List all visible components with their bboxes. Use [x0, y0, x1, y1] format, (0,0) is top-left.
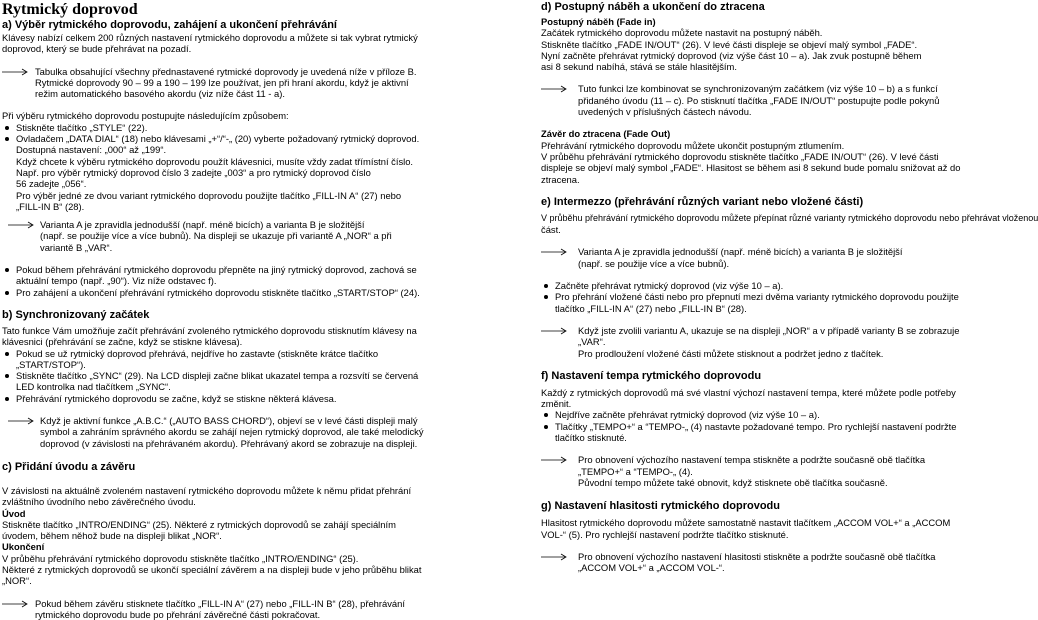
text-line: „VAR“.	[578, 336, 606, 348]
list-item	[2, 370, 432, 393]
text-line: LED kontrolka nad tlačítkem „SYNC“.	[16, 381, 171, 393]
text-line: Začněte přehrávat rytmický doprovod (viz výše 10 – a).	[555, 280, 784, 292]
section-d-heading: d) Postupný náběh a ukončení do ztracena	[541, 1, 765, 13]
section-a-steps-intro: Při výběru rytmického doprovodu postupujte následujícím způsobem:	[2, 110, 289, 122]
text-line: Stiskněte tlačítko „STYLE“ (22).	[16, 121, 148, 133]
text-line: Např. pro výběr rytmický doprovod číslo 3 zadejte „003“ a pro rytmický doprovod číslo	[16, 166, 371, 178]
text-line: V průběhu přehrávání rytmického doprovodu stiskněte tlačítko „FADE IN/OUT“ (26). V levé části	[541, 150, 939, 162]
text-line: Pro prodloužení vložené části můžete stisknout a podržet jedno z tlačítek.	[578, 347, 884, 359]
text-line: Některé z rytmických doprovodů se ukončí speciální závěrem a na displeji bude v jeho průběhu blikat	[2, 563, 422, 575]
right-column	[541, 0, 1038, 574]
text-line: VOL-“ (5). Pro rychlejší nastavení podržte tlačítko stisknuté.	[541, 528, 789, 540]
text-line: Stiskněte tlačítko „INTRO/ENDING“ (25). Některé z rytmických doprovodů se zahájí speciálním	[2, 518, 396, 530]
text-line: zvláštního úvodního nebo závěrečného úvodu.	[2, 496, 196, 508]
text-line: Tuto funkci lze kombinovat se synchronizovaným začátkem (viz výše 10 – b) a s funkcí	[578, 83, 938, 95]
text-line: Ovladačem „DATA DIAL“ (18) nebo klávesami „+“/“-„ (20) vyberte požadovaný rytmický doprovod.	[16, 133, 420, 145]
text-line: uvedených v příslušných částech návodu.	[578, 106, 752, 118]
text-line: asi 8 sekund nabíhá, stává se stále hlasitějším.	[541, 61, 737, 73]
arrow-icon	[2, 68, 28, 76]
variant-note	[2, 219, 432, 253]
text-line: klávesnici (přehrávání se začne, když se stiskne klávesa).	[2, 336, 243, 348]
arrow-icon	[541, 456, 567, 464]
list-item	[2, 122, 432, 133]
list-item	[2, 264, 432, 287]
text-line: úvodem, během něhož bude na displeji blikat „NOR“.	[2, 530, 222, 542]
text-line: Pokud během přehrávání rytmického doprovodu přepněte na jiný rytmický doprovod, zachová se	[16, 264, 417, 276]
text-line: Pokud během závěru stisknete tlačítko „FILL-IN A“ (27) nebo „FILL-IN B“ (28), přehrávání	[35, 597, 405, 609]
text-line: doprovod, který se bude přehrávat na pozadí.	[2, 43, 192, 55]
fade-out-text	[541, 139, 961, 185]
text-line: Pro výběr jedné ze dvou variant rytmického doprovodu použijte tlačítko „FILL-IN A“ (27) nebo	[16, 189, 402, 201]
text-line: Tlačítky „TEMPO+“ a “TEMPO-„ (4) nastavte požadované tempo. Pro rychlejší nastavení podržte	[555, 420, 957, 432]
fill-in-note	[2, 598, 432, 620]
text-line: Začátek rytmického doprovodu můžete nastavit na postupný náběh.	[541, 27, 823, 39]
text-line: Dostupná nastavení: „000“ až „199“.	[16, 144, 167, 156]
text-line: Varianta A je zpravidla jednodušší (např. méně bicích) a varianta B je složitější	[578, 246, 903, 258]
text-line: Nejdříve začněte přehrávat rytmický doprovod (viz výše 10 – a).	[555, 409, 820, 421]
text-line: Rytmické doprovody 90 – 99 a 190 – 199 lze používat, jen při hraní akordu, když je aktivní	[35, 76, 409, 88]
section-g-heading: g) Nastavení hlasitosti rytmického doprovodu	[541, 500, 780, 513]
arrow-icon	[541, 85, 567, 93]
text-line: Pro zahájení a ukončení přehrávání rytmického doprovodu stiskněte tlačítko „START/STOP“ (24).	[16, 286, 420, 298]
arrow-icon	[541, 248, 567, 256]
arrow-icon	[541, 327, 567, 335]
section-g-intro	[541, 517, 957, 540]
text-line: Stiskněte tlačítko „FADE IN/OUT“ (26). V levé části displeje se objeví malý symbol „FADE“.	[541, 38, 918, 50]
text-line: Nyní začněte přehrávat rytmický doprovod (viz výše část 10 – a). Jak zvuk postupně během	[541, 49, 922, 61]
uvod-text	[2, 519, 432, 542]
text-line: tlačítko „FILL-IN A“ (27) nebo „FILL-IN B“ (28).	[555, 302, 747, 314]
page-title: Rytmický doprovod	[2, 1, 138, 18]
text-line: „NOR“.	[2, 575, 32, 587]
text-line: změnit.	[541, 398, 572, 410]
ukonceni-label: Ukončení	[2, 541, 45, 553]
section-a-note	[2, 66, 432, 100]
fade-out-label: Závěr do ztracena (Fade Out)	[541, 128, 671, 140]
section-c-heading: c) Přidání úvodu a závěru	[2, 460, 136, 473]
text-line: Když jste zvolili variantu A, ukazuje se na displeji „NOR“ a v případě varianty B se zobrazuje	[578, 324, 960, 336]
text-line: Každý z rytmických doprovodů má své vlastní výchozí nastavení tempa, které můžete podle potřeby	[541, 386, 956, 398]
tempo-note	[541, 454, 957, 488]
text-line: (např. se použije více a více bubnů). Na displeji se ukazuje při variantě A „NOR“ a při	[40, 230, 392, 242]
text-line: režim automatického basového akordu (viz níže část 11 - a).	[35, 88, 285, 100]
arrow-icon	[8, 221, 34, 229]
text-line: aktuální tempo (např. „90“). Viz níže odstavec f).	[16, 275, 217, 287]
section-b-heading: b) Synchronizovaný začátek	[2, 308, 150, 321]
variant-note-right	[541, 246, 957, 269]
volume-note	[541, 551, 957, 574]
text-line: Přehrávání rytmického doprovodu se začne, když se stiskne některá klávesa.	[16, 392, 337, 404]
arrow-icon	[541, 553, 567, 561]
arrow-icon	[2, 600, 28, 608]
list-item	[2, 393, 432, 404]
list-item	[541, 280, 957, 291]
text-line: část.	[541, 224, 561, 236]
list-item	[541, 421, 957, 444]
list-item	[2, 348, 432, 371]
text-line: Pro obnovení výchozího nastavení tempa stiskněte a podržte současně obě tlačítka	[578, 454, 926, 466]
text-line: displeje se objeví malý symbol „FADE“. Hlasitost se během asi 8 sekund bude pomalu snižovat až do	[541, 162, 961, 174]
section-e-intro	[541, 212, 1038, 236]
text-line: Tato funkce Vám umožňuje začít přehrávání zvoleného rytmického doprovodu stisknutím klávesy na	[2, 324, 417, 336]
text-line: „TEMPO+“ a “TEMPO-„ (4).	[578, 465, 693, 477]
list-item	[541, 409, 957, 420]
section-f-heading: f) Nastavení tempa rytmického doprovodu	[541, 369, 762, 382]
arrow-icon	[8, 417, 34, 425]
text-line: ztracena.	[541, 173, 580, 185]
text-line: Pokud se už rytmický doprovod přehrává, nejdříve ho zastavte (stiskněte krátce tlačítko	[16, 347, 379, 359]
text-line: „ACCOM VOL+“ a „ACCOM VOL-“.	[578, 562, 725, 574]
text-line: tlačítko stisknuté.	[555, 432, 627, 444]
text-line: Původní tempo můžete také obnovit, když stisknete obě tlačítka současně.	[578, 476, 888, 488]
text-line: Hlasitost rytmického doprovodu můžete samostatně nastavit tlačítkem „ACCOM VOL+“ a „ACCOM	[541, 517, 951, 529]
text-line: „START/STOP“).	[16, 358, 86, 370]
text-line: doprovod (v závislosti na přehrávaném akordu). Přehrávaný akord se zobrazuje na displeji.	[40, 437, 418, 449]
text-line: rytmického doprovodu bude po přehrání závěrečné části pokračovat.	[35, 608, 321, 620]
text-line: Klávesy nabízí celkem 200 různých nastavení rytmického doprovodu a můžete si tak vybrat rytmický	[2, 32, 418, 43]
section-a-intro	[2, 32, 432, 55]
uvod-label: Úvod	[2, 507, 26, 519]
section-a-heading: a) Výběr rytmického doprovodu, zahájení a ukončení přehrávání	[2, 19, 337, 31]
section-b-intro	[2, 325, 432, 348]
text-line: Když je aktivní funkce „A.B.C.“ („AUTO BASS CHORD“), objeví se v levé části displeji malý	[40, 415, 418, 427]
text-line: Varianta A je zpravidla jednodušší (např. méně bicích) a varianta B je složitější	[40, 219, 365, 231]
text-line: Pro přehrání vložené části nebo pro přepnutí mezi dvěma varianty rytmického doprovodu použijte	[555, 291, 959, 303]
section-e-heading: e) Intermezzo (přehrávání různých variant nebo vložené části)	[541, 195, 864, 208]
nor-var-note	[541, 324, 960, 359]
text-line: Pro obnovení výchozího nastavení hlasitosti stiskněte a podržte současně obě tlačítka	[578, 550, 936, 562]
list-item	[2, 287, 432, 298]
text-line: Stiskněte tlačítko „SYNC“ (29). Na LCD displeji začne blikat ukazatel tempa a rozsvítí se červená	[16, 370, 419, 382]
list-item	[541, 291, 957, 314]
text-line: V průběhu přehrávání rytmického doprovodu můžete přepínat různé varianty rytmického doprovodu nebo přehrávat vloženou	[541, 212, 1038, 223]
text-line: Tabulka obsahující všechny přednastavené rytmické doprovody je uvedená níže v příloze B.	[35, 65, 417, 77]
section-f-intro	[541, 387, 957, 410]
left-column	[2, 0, 432, 620]
text-line: 56 zadejte „056“.	[16, 178, 87, 190]
section-c-intro	[2, 485, 432, 508]
text-line: V závislosti na aktuálně zvoleném nastavení rytmického doprovodu můžete k němu přidat přehrání	[2, 484, 412, 496]
text-line: Přehrávání rytmického doprovodu můžete ukončit postupným ztlumením.	[541, 139, 845, 151]
text-line: symbol a zahráním správného akordu se zahájí nejen rytmický doprovod, ale také melodický	[40, 426, 424, 438]
list-item	[2, 133, 432, 212]
text-line: Když chcete k výběru rytmického doprovodu použít klávesnici, musíte vždy zadat třímístní číslo.	[16, 155, 414, 167]
text-line: V průběhu přehrávání rytmického doprovodu stiskněte tlačítko „INTRO/ENDING“ (25).	[2, 552, 359, 564]
abc-note	[2, 415, 432, 449]
text-line: „FILL-IN B“ (28).	[16, 200, 85, 212]
text-line: variantě B „VAR“.	[40, 241, 113, 253]
fade-in-text	[541, 27, 957, 72]
text-line: přidaného úvodu (11 – c). Po stisknutí tlačítka „FADE IN/OUT“ postupujte podle pokynů	[578, 94, 940, 106]
fade-in-label: Postupný náběh (Fade in)	[541, 16, 656, 27]
text-line: (např. se použije více a více bubnů).	[578, 257, 730, 269]
fade-note	[541, 83, 957, 117]
ukonceni-text	[2, 553, 432, 587]
